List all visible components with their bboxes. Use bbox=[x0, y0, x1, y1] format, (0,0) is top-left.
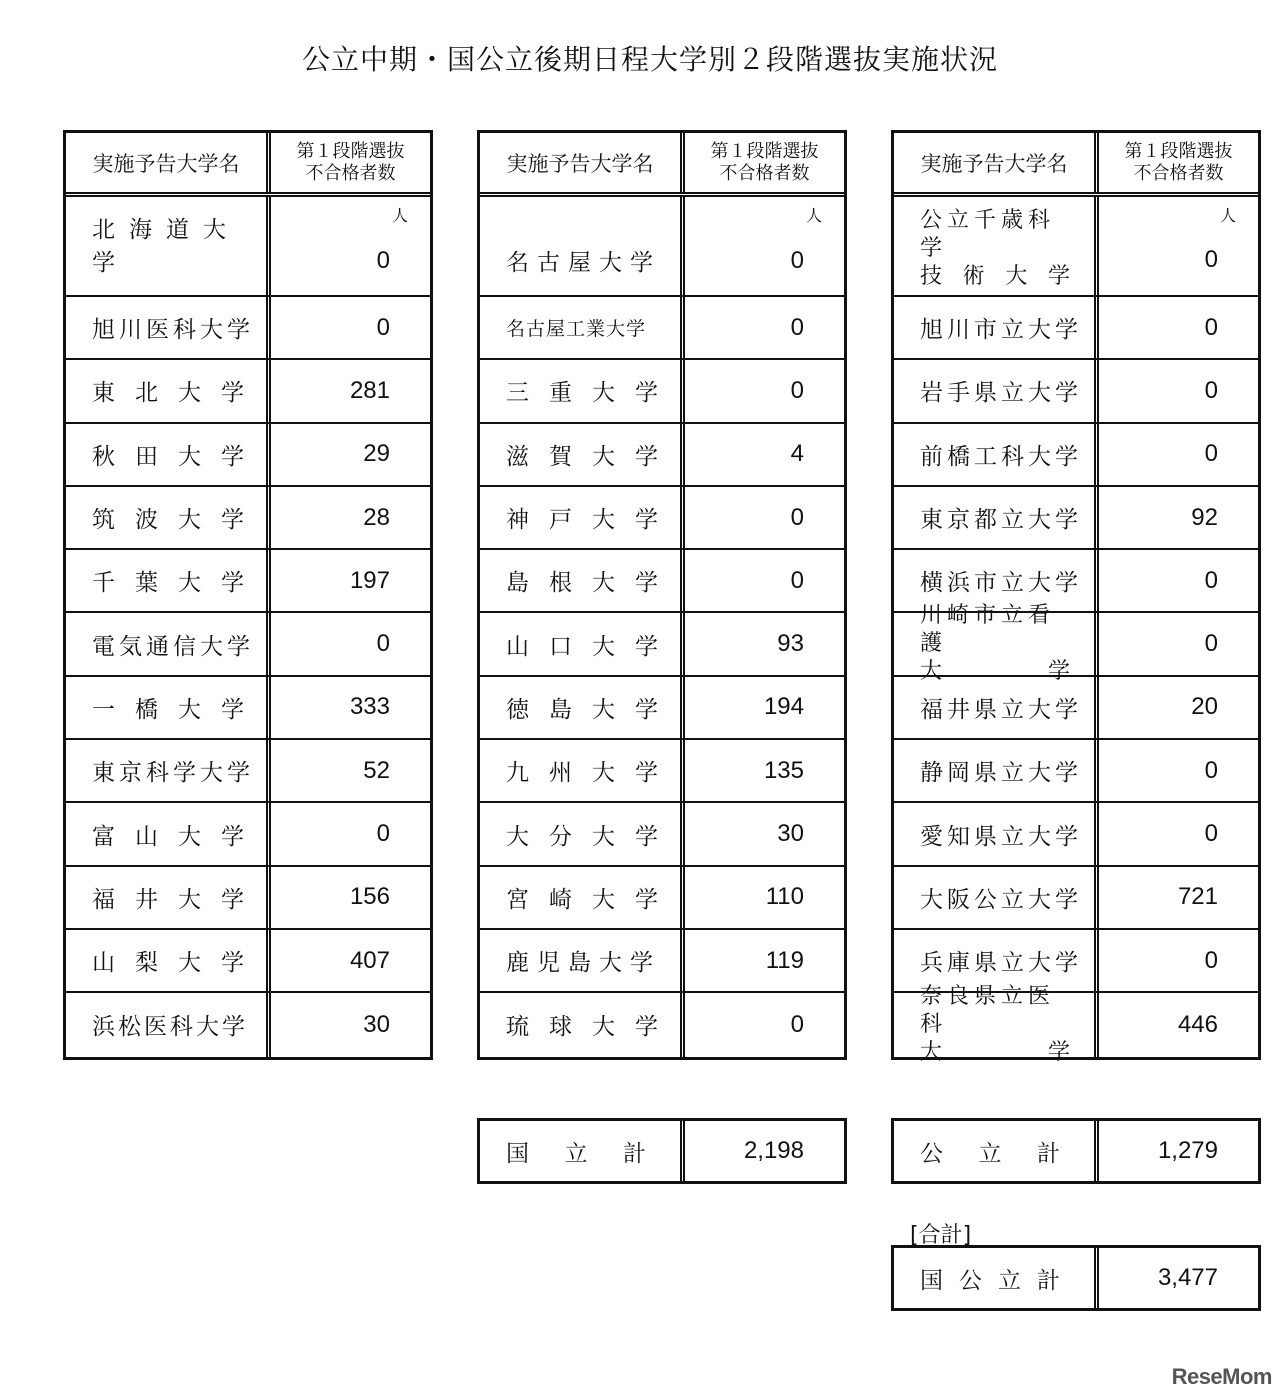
table-row bbox=[66, 613, 430, 676]
unit-label: 人 bbox=[805, 206, 822, 225]
table-row bbox=[894, 424, 1258, 487]
table-row bbox=[66, 197, 430, 297]
combined-total bbox=[891, 1245, 1261, 1311]
university-name: 一橋大学 bbox=[66, 677, 271, 738]
table-row bbox=[480, 297, 844, 360]
table-row bbox=[66, 930, 430, 993]
count-value: 0 bbox=[376, 247, 390, 274]
university-name-line1: 公立千歳科学 bbox=[920, 208, 1056, 261]
header-university-name: 実施予告大学名 bbox=[480, 133, 685, 192]
university-name: 東北大学 bbox=[66, 360, 271, 421]
header-line1: 第１段階選抜 bbox=[1124, 140, 1233, 162]
university-name: 島根大学 bbox=[480, 550, 685, 611]
table-national-1 bbox=[63, 130, 433, 1060]
table-row bbox=[894, 740, 1258, 803]
rejected-count: 135 bbox=[763, 756, 804, 784]
combined-total-label bbox=[894, 1248, 1099, 1308]
university-name bbox=[894, 197, 1099, 295]
national-total bbox=[477, 1118, 847, 1184]
rejected-count: 0 bbox=[790, 566, 804, 594]
university-name: 福井大学 bbox=[66, 867, 271, 928]
university-name-line2 bbox=[920, 263, 1070, 291]
university-name: 山梨大学 bbox=[66, 930, 271, 991]
table-row bbox=[66, 867, 430, 930]
resemom-logo: ReseMom bbox=[1171, 1364, 1272, 1389]
table-row bbox=[480, 993, 844, 1056]
public-total-label bbox=[894, 1121, 1099, 1181]
university-name: 名古屋工業大学 bbox=[480, 297, 685, 358]
university-name: 筑波大学 bbox=[66, 487, 271, 548]
char: 学 bbox=[1047, 264, 1070, 289]
table-row bbox=[480, 803, 844, 866]
university-name: 三重大学 bbox=[480, 360, 685, 421]
rejected-count: 156 bbox=[349, 883, 390, 911]
table-row bbox=[480, 867, 844, 930]
rejected-count bbox=[685, 197, 844, 295]
table-row bbox=[480, 360, 844, 423]
header-line1: 第１段階選抜 bbox=[710, 140, 819, 162]
university-name: 徳島大学 bbox=[480, 677, 685, 738]
university-name: 宮崎大学 bbox=[480, 867, 685, 928]
university-name: 大阪公立大学 bbox=[894, 867, 1099, 928]
table-public bbox=[891, 130, 1261, 1065]
university-name: 福井県立大学 bbox=[894, 677, 1099, 738]
university-name: 東京都立大学 bbox=[894, 487, 1099, 548]
table-row bbox=[894, 603, 1258, 685]
header-line2: 不合格者数 bbox=[719, 162, 810, 184]
rejected-count: 110 bbox=[765, 883, 804, 911]
table-row bbox=[894, 360, 1258, 423]
count-value: 0 bbox=[790, 247, 804, 274]
university-name: 岩手県立大学 bbox=[894, 360, 1099, 421]
university-name: 北海道大学 bbox=[66, 197, 271, 295]
rejected-count: 30 bbox=[363, 1010, 390, 1038]
rejected-count: 0 bbox=[790, 376, 804, 404]
rejected-count bbox=[1099, 197, 1258, 295]
university-name: 電気通信大学 bbox=[66, 613, 271, 674]
combined-total-caption: [合計] bbox=[910, 1223, 972, 1248]
unit-label: 人 bbox=[391, 206, 408, 225]
rejected-count: 0 bbox=[1204, 376, 1218, 404]
table-body bbox=[66, 197, 430, 1057]
char: 計 bbox=[1037, 1140, 1060, 1167]
rejected-count: 0 bbox=[376, 820, 390, 848]
rejected-count: 0 bbox=[376, 313, 390, 341]
university-name: 大分大学 bbox=[480, 803, 685, 864]
unit-label: 人 bbox=[1219, 206, 1236, 225]
table-row bbox=[894, 803, 1258, 866]
university-name: 滋賀大学 bbox=[480, 424, 685, 485]
rejected-count: 0 bbox=[1204, 313, 1218, 341]
university-name: 静岡県立大学 bbox=[894, 740, 1099, 801]
rejected-count: 29 bbox=[363, 440, 390, 468]
header-university-name: 実施予告大学名 bbox=[66, 133, 271, 192]
rejected-count: 0 bbox=[790, 1010, 804, 1038]
table-row bbox=[66, 424, 430, 487]
rejected-count: 0 bbox=[376, 630, 390, 658]
table-row bbox=[894, 983, 1258, 1065]
university-name bbox=[894, 983, 1099, 1065]
char: 術 bbox=[962, 264, 985, 289]
char: 公 bbox=[920, 1140, 943, 1167]
rejected-count: 197 bbox=[349, 566, 390, 594]
char: 国 bbox=[920, 1267, 943, 1294]
char: 大 bbox=[1005, 264, 1028, 289]
rejected-count: 721 bbox=[1177, 883, 1218, 911]
table-row bbox=[66, 550, 430, 613]
university-name bbox=[894, 603, 1099, 685]
rejected-count: 0 bbox=[1204, 820, 1218, 848]
char: 技 bbox=[920, 264, 943, 289]
table-national-2 bbox=[477, 130, 847, 1060]
university-name: 愛知県立大学 bbox=[894, 803, 1099, 864]
header-line2: 不合格者数 bbox=[1133, 162, 1224, 184]
university-name: 富山大学 bbox=[66, 803, 271, 864]
rejected-count: 0 bbox=[790, 313, 804, 341]
header-line2: 不合格者数 bbox=[305, 162, 396, 184]
table-header bbox=[894, 133, 1258, 197]
table-row bbox=[894, 197, 1258, 297]
table-row bbox=[894, 297, 1258, 360]
table-row bbox=[66, 740, 430, 803]
table-row bbox=[66, 993, 430, 1056]
university-name: 山口大学 bbox=[480, 613, 685, 674]
table-row bbox=[894, 867, 1258, 930]
rejected-count: 333 bbox=[349, 693, 390, 721]
table-row bbox=[480, 487, 844, 550]
rejected-count: 119 bbox=[765, 946, 804, 974]
char: 学 bbox=[1047, 659, 1070, 685]
public-total-value: 1,279 bbox=[1157, 1137, 1218, 1164]
rejected-count: 4 bbox=[790, 440, 804, 468]
table-row bbox=[480, 613, 844, 676]
rejected-count: 446 bbox=[1177, 1010, 1218, 1038]
table-row bbox=[66, 803, 430, 866]
university-name: 名古屋大学 bbox=[480, 197, 685, 295]
rejected-count: 0 bbox=[1204, 630, 1218, 658]
rejected-count: 0 bbox=[1204, 946, 1218, 974]
university-name: 浜松医科大学 bbox=[66, 993, 271, 1056]
university-name: 前橋工科大学 bbox=[894, 424, 1099, 485]
rejected-count: 194 bbox=[763, 693, 804, 721]
rejected-count: 28 bbox=[363, 503, 390, 531]
national-total-value: 2,198 bbox=[743, 1137, 804, 1164]
university-name-line1: 奈良県立医科 bbox=[920, 983, 1056, 1037]
rejected-count: 20 bbox=[1191, 693, 1218, 721]
rejected-count: 52 bbox=[363, 756, 390, 784]
count-value: 0 bbox=[1204, 246, 1218, 273]
rejected-count: 30 bbox=[777, 820, 804, 848]
national-total-label bbox=[480, 1121, 685, 1181]
table-row bbox=[66, 360, 430, 423]
table-row bbox=[66, 487, 430, 550]
char: 計 bbox=[1037, 1267, 1060, 1294]
university-name: 琉球大学 bbox=[480, 993, 685, 1056]
university-name: 神戸大学 bbox=[480, 487, 685, 548]
university-name: 東京科学大学 bbox=[66, 740, 271, 801]
rejected-count: 407 bbox=[349, 946, 390, 974]
header-rejected-count bbox=[1099, 133, 1258, 192]
table-header bbox=[66, 133, 430, 197]
char: 公 bbox=[959, 1267, 982, 1294]
table-row bbox=[894, 487, 1258, 550]
university-name-line2 bbox=[920, 1039, 1070, 1067]
rejected-count: 0 bbox=[790, 503, 804, 531]
university-name: 秋田大学 bbox=[66, 424, 271, 485]
university-name: 横浜市立大学 bbox=[894, 550, 1099, 611]
table-row bbox=[894, 677, 1258, 740]
table-row bbox=[480, 550, 844, 613]
rejected-count: 92 bbox=[1191, 503, 1218, 531]
header-university-name: 実施予告大学名 bbox=[894, 133, 1099, 192]
char: 計 bbox=[623, 1140, 646, 1167]
char: 立 bbox=[978, 1140, 1002, 1167]
university-name-line1: 川崎市立看護 bbox=[920, 603, 1056, 657]
table-row bbox=[66, 297, 430, 360]
header-rejected-count bbox=[271, 133, 430, 192]
page-title: 公立中期・国公立後期日程大学別２段階選抜実施状況 bbox=[301, 43, 998, 76]
table-row bbox=[480, 197, 844, 297]
rejected-count bbox=[271, 197, 430, 295]
table-row bbox=[480, 677, 844, 740]
char: 立 bbox=[564, 1140, 588, 1167]
header-line1: 第１段階選抜 bbox=[296, 140, 405, 162]
rejected-count: 93 bbox=[777, 630, 804, 658]
rejected-count: 0 bbox=[1204, 440, 1218, 468]
table-row bbox=[480, 424, 844, 487]
combined-total-value: 3,477 bbox=[1157, 1264, 1218, 1291]
char: 立 bbox=[998, 1267, 1021, 1294]
char: 大 bbox=[920, 1039, 943, 1065]
char: 学 bbox=[1047, 1039, 1070, 1065]
table-body bbox=[894, 197, 1258, 1065]
university-name: 九州大学 bbox=[480, 740, 685, 801]
rejected-count: 0 bbox=[1204, 756, 1218, 784]
university-name: 鹿児島大学 bbox=[480, 930, 685, 991]
char: 国 bbox=[506, 1140, 529, 1167]
char: 大 bbox=[920, 659, 943, 685]
table-row bbox=[480, 740, 844, 803]
university-name: 千葉大学 bbox=[66, 550, 271, 611]
university-name: 旭川医科大学 bbox=[66, 297, 271, 358]
header-rejected-count bbox=[685, 133, 844, 192]
table-row bbox=[66, 677, 430, 740]
university-name: 兵庫県立大学 bbox=[894, 930, 1099, 991]
public-total bbox=[891, 1118, 1261, 1184]
table-body bbox=[480, 197, 844, 1057]
table-header bbox=[480, 133, 844, 197]
university-name: 旭川市立大学 bbox=[894, 297, 1099, 358]
rejected-count: 0 bbox=[1204, 566, 1218, 594]
rejected-count: 281 bbox=[349, 376, 390, 404]
table-row bbox=[480, 930, 844, 993]
